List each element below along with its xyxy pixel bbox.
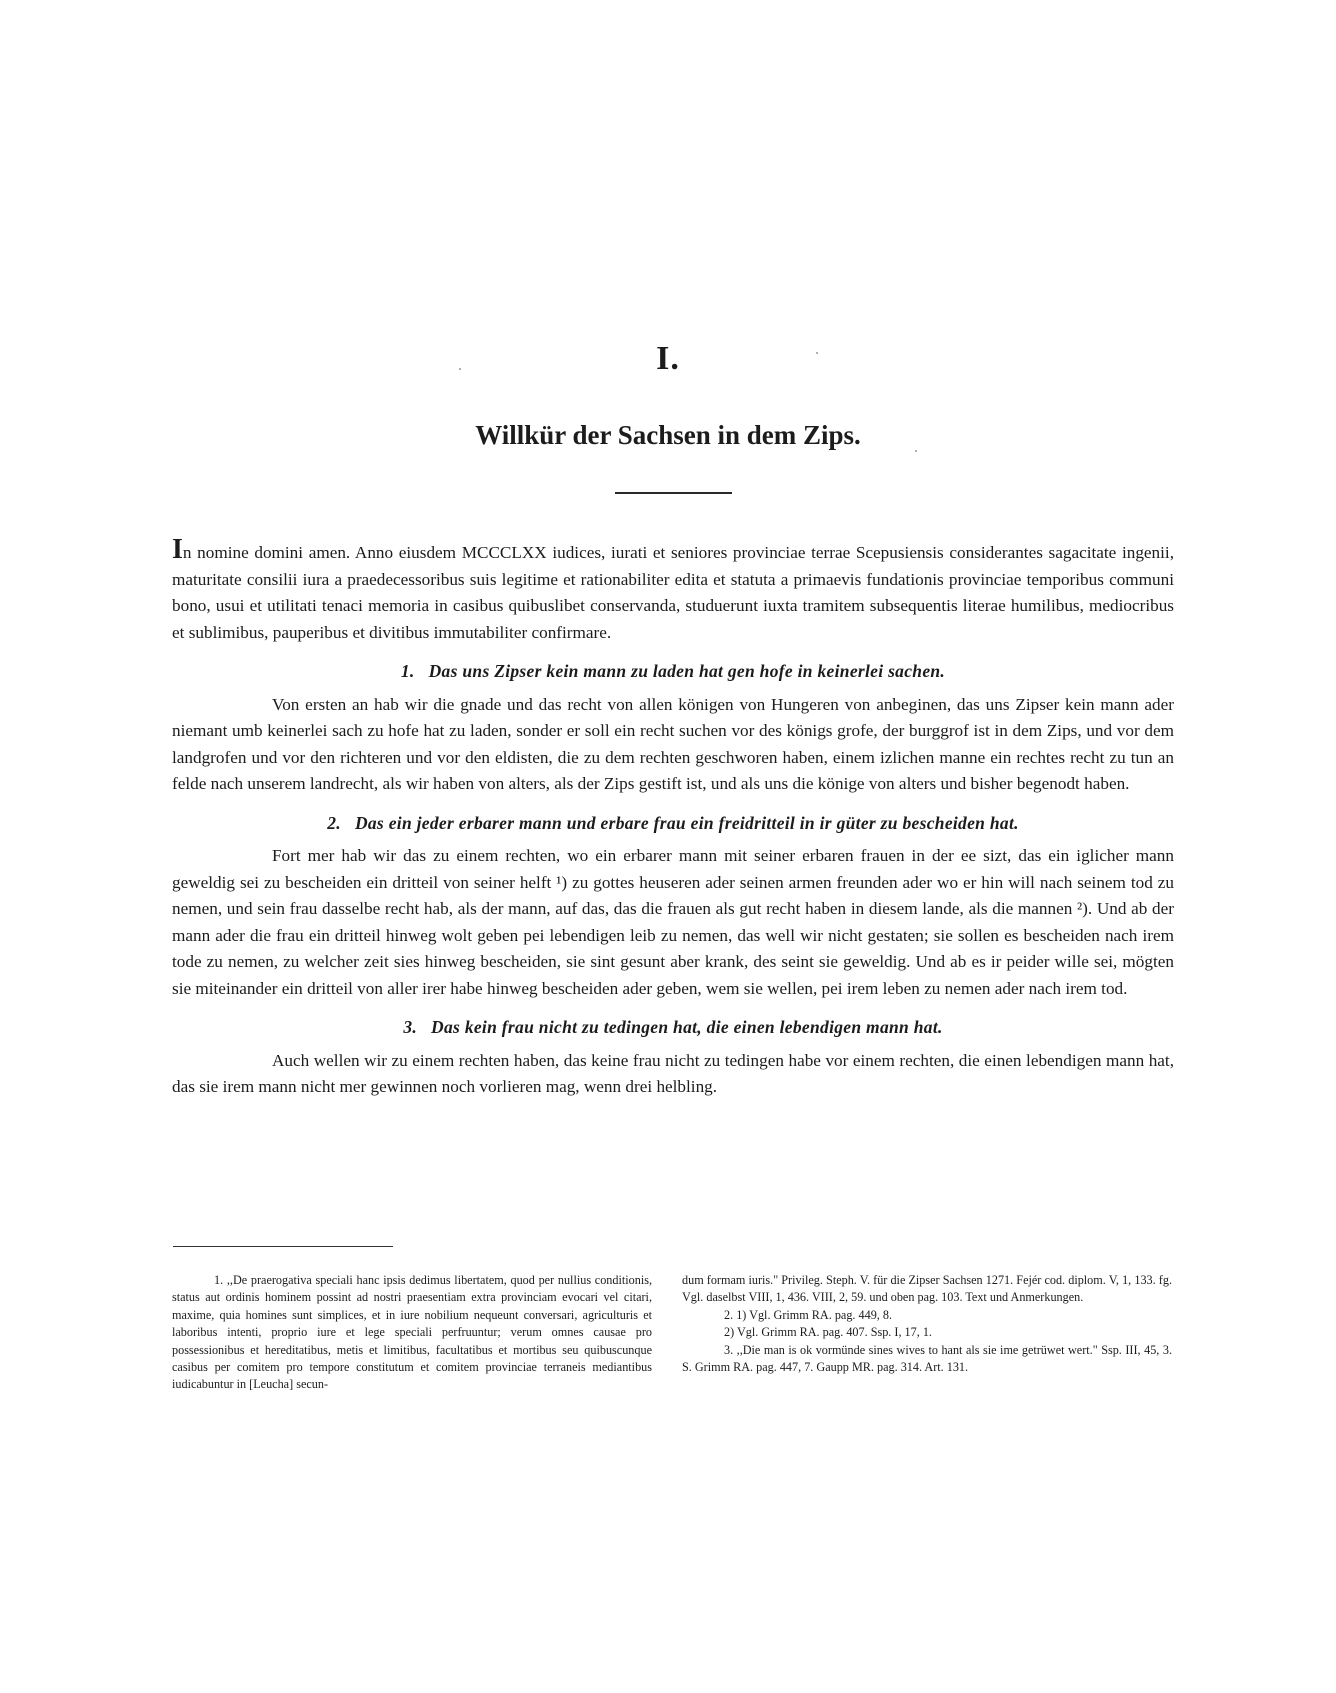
article-3-title: Das kein frau nicht zu tedingen hat, die einen lebendigen mann hat. (431, 1017, 943, 1037)
scan-speck (816, 352, 818, 354)
footnote-2-2: 2) Vgl. Grimm RA. pag. 407. Ssp. I, 17, 1. (724, 1325, 932, 1340)
article-1-heading (172, 658, 1174, 685)
article-1-number: 1. (400, 661, 415, 681)
article-3-text: Auch wellen wir zu einem rechten haben, das keine frau nicht zu tedingen habe vor einem rechten, die einen lebendigen mann hat, das sie irem mann nicht mer gewinnen noch vorlieren mag, wenn drei helbling. (172, 1050, 1174, 1096)
footnote-2-1: 2. 1) Vgl. Grimm RA. pag. 449, 8. (724, 1307, 893, 1322)
article-2-title: Das ein jeder erbarer mann und erbare frau ein freidritteil in ir güter zu bescheiden hat. (354, 812, 1019, 833)
chapter-title: Willkür der Sachsen in dem Zips. (475, 420, 861, 450)
footnotes-right-column (682, 1272, 1172, 1376)
footnotes-left-column (172, 1272, 652, 1394)
footnote-1: 1. ,,De praerogativa speciali hanc ipsis dedimus libertatem, quod per nullius conditionis, status aut ordinis hominem possint ad nostri praesentiam extra provinciam evocari vel citari, maxime, quia homines sunt simplices, et in iure nobilium nequeunt conversari, agriculturis et laboribus intenti, proprio iure et lege speciali perfruuntur; verum omnes causae pro possessionibus et hereditatibus, metis et limitibus, facultatibus et mortibus seu quibuscunque casibus per comitem pro tempore constitutum et comitem provinciae terraneis mediantibus iudicabuntur in [Leucha] secun- (172, 1273, 652, 1392)
title-divider (615, 492, 732, 494)
article-1-text: Von ersten an hab wir die gnade und das recht von allen königen von Hungeren von anbeginen, das uns Zipser kein mann ader niemant umb keinerlei sach zu hofe hat zu laden, sonder er soll ein recht suchen vor des königs grofe, der burggrof ist in dem Zips, und vor dem landgrofen und vor den richteren und vor den eldisten, die zu dem rechten geschworen haben, einem izlichen manne ein rechtes recht zu tun an felde nach unserem landrecht, als wir haben von alters, als der Zips gestift ist, und als uns die könige von alters und bisher begenodt haben. (172, 694, 1174, 793)
main-text (172, 534, 1174, 1101)
article-2-number: 2. (327, 812, 341, 833)
article-1-title: Das uns Zipser kein mann zu laden hat gen hofe in keinerlei sachen. (428, 661, 946, 681)
article-3-heading (172, 1014, 1174, 1041)
footnote-3: 3. ,,Die man is ok vormünde sines wives to hant als sie ime getrüwet wert." Ssp. III, 45, 3. S. Grimm RA. pag. 447, 7. Gaupp MR. pag. 314. Art. 131. (682, 1342, 1172, 1375)
scan-speck (915, 450, 917, 452)
article-3-number: 3. (403, 1017, 418, 1037)
scan-speck (459, 368, 461, 370)
article-2-text: Fort mer hab wir das zu einem rechten, wo ein erbarer mann mit seiner erbaren frauen in der ee sizt, das ein iglicher mann geweldig sei zu bescheiden ein dritteil von seiner helft ¹) zu gottes heuseren ader seinen armen freunden ader wo er hin will nach seinem tod zu nemen, und sein frau dasselbe recht hab, als der mann, auf das, das die frauen als gut recht haben in diesem lande, als die mannen ²). Und ab der mann ader die frau ein dritteil hinweg wolt geben pei lebendigen leib zu nemen, das well wir nicht gestaten; sie sollen es bescheiden nach irem tode zu nemen, zu welcher zeit sies hinweg bescheiden, sie sint gesunt aber krank, des seint sie geweldig. Und ab es ir peider wille sei, mögten sie miteinander ein dritteil von aller irer habe hinweg bescheiden ader geben, wem sie wellen, pei irem leben zu nemen ader nach irem tod. (172, 846, 1174, 998)
intro-paragraph: In nomine domini amen. Anno eiusdem MCCCLXX iudices, iurati et seniores provinciae terrae Scepusiensis considerantes sagacitate ingenii, maturitate consilii iura a praedecessoribus suis legitime et rationabiliter edita et statuta a primaevis fundationis provinciae temporibus communi bono, usui et utilitati tenaci memoria in casibus quibuslibet conservanda, studuerunt iuxta tramitem subsequentis literae humilibus, mediocribus et sublimibus, pauperibus et divitibus immutabiliter confirmare. (172, 534, 1174, 642)
article-2-heading (172, 810, 1174, 837)
footnote-1-continued: dum formam iuris." Privileg. Steph. V. für die Zipser Sachsen 1271. Fejér cod. diplom. V, 1, 133. fg. Vgl. daselbst VIII, 1, 436. VIII, 2, 59. und oben pag. 103. Text und Anmerkungen. (682, 1273, 1172, 1305)
chapter-number: I. (656, 340, 680, 377)
footnote-divider (173, 1246, 393, 1247)
